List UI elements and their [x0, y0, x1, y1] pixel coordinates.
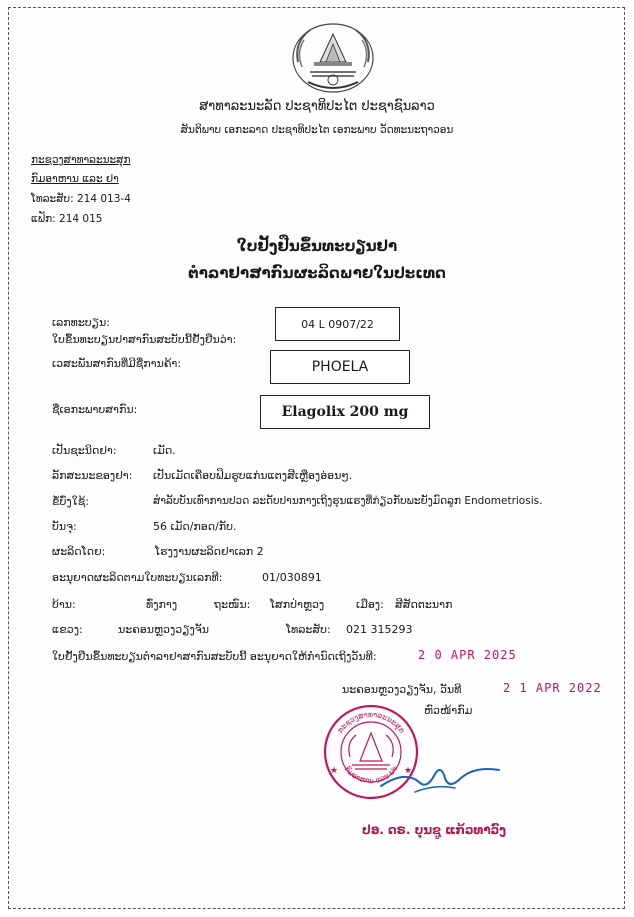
brand-box: [270, 350, 410, 384]
seal-bottom-text: ກົມອາຫານ ແລະ ຢາ: [342, 764, 400, 786]
province-value: ນະຄອນຫຼວງວຽງຈັນ: [118, 623, 209, 636]
validity-date-stamp: 2 0 APR 2025: [418, 648, 517, 662]
license-label: ອະນຸຍາດຜະລິດຕາມໃບທະບຽນເລກທີ:: [52, 571, 223, 584]
signature-icon: [375, 752, 505, 802]
packing-label: ບັນຈຸ:: [52, 520, 77, 533]
svg-text:★: ★: [330, 766, 339, 776]
indication-label: ຂໍ້ບົ່ງໃຊ້:: [52, 495, 89, 508]
form-label: ເປັນຊະນິດຢາ:: [52, 444, 117, 457]
license-value: 01/030891: [262, 571, 322, 584]
certificate-subtitle: ຕໍາລາຢາສາກົນຜະລິດພາຍໃນປະເທດ: [188, 264, 446, 282]
department-name: ກົມອາຫານ ແລະ ຢາ: [31, 173, 119, 185]
street-value: ໂສກປ່າຫຼວງ: [270, 598, 325, 611]
district-value: ສີສັດຕະນາກ: [395, 598, 453, 611]
brand-value: PHOELA: [311, 359, 369, 375]
reg-no-label: ເລກທະບຽນ:: [52, 316, 110, 329]
brand-label: ເວສະພັນສາກົນທີ່ມີຊື່ການຄ້າ:: [52, 357, 182, 370]
street-label: ຖະໜົນ:: [214, 598, 251, 611]
republic-header: ສາທາລະນະລັດ ປະຊາທິປະໄຕ ປະຊາຊົນລາວ: [199, 99, 435, 114]
indication-value: ສໍາລັບບັນເທົາການປວດ ລະດັບປານກາງເຖິງຮຸນແຮງທີ່ກ່ຽວກັບພະຍັງມົດລູກ Endometriosis.: [153, 495, 543, 507]
manufacturer-value: ໂຮງງານຜະລິດຢາເລກ 2: [155, 545, 264, 558]
form-value: ເມັດ.: [153, 444, 176, 457]
manufacturer-label: ຜະລິດໂດຍ:: [52, 545, 106, 558]
department-phone: ໂທລະສັບ: 214 013-4: [31, 193, 131, 205]
signatory-name: ປອ. ດຣ. ບຸນຊູ ແກ້ວທາວົງ: [362, 823, 507, 837]
validity-label: ໃບຢັ້ງຢືນຂຶ້ນທະບຽນຕໍາລາຢາສາກົນສະບັບນີ້ ອະນຸຍາດໃຫ້ກໍານົດເຖິງວັນທີ:: [52, 650, 377, 663]
national-motto: ສັນຕິພາບ ເອກະລາດ ປະຊາທິປະໄຕ ເອກະພາບ ວັດທະນະຖາວອນ: [180, 124, 454, 136]
national-emblem-icon: [290, 22, 376, 94]
phone-value: 021 315293: [346, 623, 413, 636]
director-title: ຫົວໜ້າກົມ: [424, 704, 473, 717]
generic-label: ຊື່ເອກະພາບສາກົນ:: [52, 403, 138, 416]
appearance-label: ລັກສະນະຂອງຢາ:: [52, 469, 133, 482]
province-label: ແຂວງ:: [52, 623, 83, 636]
certificate-page: [8, 7, 625, 909]
reg-no-value: 04 L 0907/22: [301, 317, 374, 331]
certificate-title: ໃບຢັ້ງຢືນຂຶ້ນທະບຽນຢາ: [236, 237, 398, 255]
issue-date-stamp: 2 1 APR 2022: [503, 681, 602, 695]
reg-no-box: [275, 307, 400, 341]
svg-text:★: ★: [404, 766, 413, 776]
ministry-name: ກະຊວງສາທາລະນະສຸກ: [31, 154, 131, 166]
certify-label: ໃບຂຶ້ນທະບຽນປາສາກົນສະບັບນີ້ຢັ້ງຢືນວ່າ:: [52, 333, 237, 346]
appearance-value: ເປັນເມັດເຄືອບຟິມຮູບແກ່ນແຕງສີເຫຼືອງອ່ອນໆ.: [153, 469, 353, 482]
phone-label: ໂທລະສັບ:: [286, 623, 331, 636]
generic-value: Elagolix 200 mg: [281, 404, 409, 420]
village-label: ບ້ານ:: [52, 598, 76, 611]
department-fax: ແຟັກ: 214 015: [31, 213, 103, 225]
place-date-label: ນະຄອນຫຼວງວຽງຈັນ, ວັນທີ: [342, 683, 462, 696]
generic-box: [260, 395, 430, 429]
village-value: ທົ່ງກາງ: [146, 598, 178, 611]
packing-value: 56 ເມັດ/ກອດ/ກັບ.: [153, 520, 237, 533]
district-label: ເມືອງ:: [356, 598, 384, 611]
seal-top-text: ກະຊວງສາທາລະນະສຸກ: [335, 709, 407, 735]
